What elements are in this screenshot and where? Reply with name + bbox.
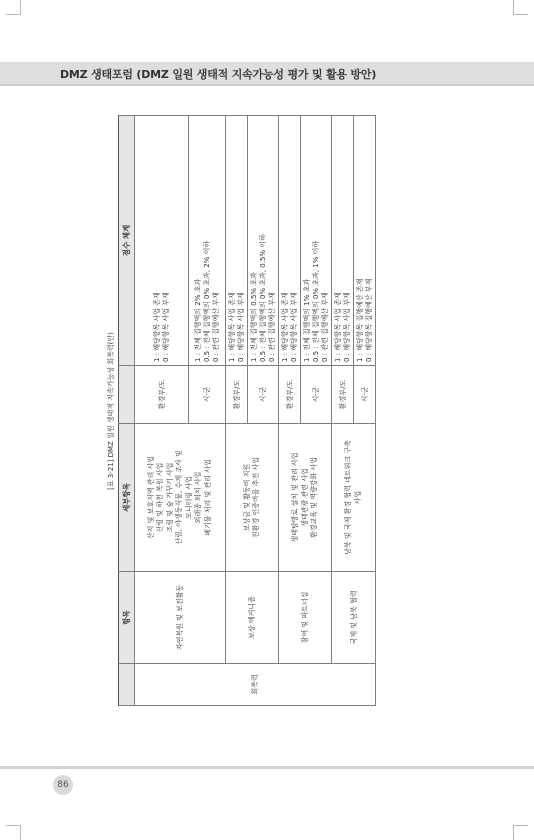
item-cell: 참여 및 파트너십: [279, 572, 332, 664]
score-line: 0 : 해당항목 사업 부재: [236, 292, 245, 362]
score-line: 0.5 : 전체 집행액의 0% 초과, 0.5% 이하: [258, 234, 267, 362]
table-row: [332, 116, 354, 706]
page-number: 86: [53, 775, 73, 795]
crop-mark-bottom-left: [6, 825, 21, 840]
header-agency: [119, 366, 135, 424]
crop-mark-top-left: [6, 0, 21, 15]
detail-line: 산림, 야생동식물, 수계 조사 및: [175, 450, 184, 545]
item-cell: 자연복원 및 보전활동: [135, 572, 226, 664]
score-line: 0.5 : 전체 집행액의 0% 초과, 2% 이하: [202, 240, 211, 362]
score-line: 0 : 해당항목 사업 부재: [342, 292, 351, 362]
detail-line: 조림 및 숲 가꾸기 사업: [165, 462, 174, 533]
detail-line: 보상금 및 활동비 지원: [242, 463, 251, 532]
score-line: 1 : 해당항목 사업 존재: [152, 292, 161, 362]
detail-line: 모니터링 사업: [184, 476, 193, 519]
detail-line: 생태관광 관련 사업: [300, 468, 309, 527]
score-cell: [189, 116, 226, 366]
score-cell: [248, 116, 279, 366]
item-cell: 국제 및 남북 협력: [332, 572, 376, 664]
item-cell: 보상 메커니즘: [226, 572, 279, 664]
detail-cell: [279, 424, 332, 572]
table-header-row: [119, 116, 135, 706]
detail-cell: [332, 424, 376, 572]
score-line: 0 : 해당항목 사업 부재: [289, 292, 298, 362]
running-header-title: DMZ 생태포럼 (DMZ 일원 생태적 지속가능성 평가 및 활용 방안): [60, 68, 377, 81]
agency-cell: 시·군: [354, 366, 376, 424]
detail-line: 폐기물 처리 및 관리 사업: [203, 459, 212, 536]
detail-line: 친환경 인증마을 추진 사업: [252, 456, 261, 539]
table-row: [135, 116, 189, 706]
header-detail: 세부항목: [119, 424, 135, 572]
score-line: 1 : 전체 집행액의 1% 초과: [302, 278, 311, 362]
score-line: 0.5 : 전체 집행액의 0% 초과, 1% 이하: [311, 240, 320, 362]
agency-cell: 시·군: [248, 366, 279, 424]
footer-rule: [0, 766, 534, 769]
rotated-table-block: [104, 116, 376, 706]
crop-mark-bottom-right: [513, 825, 528, 840]
table-row: [279, 116, 301, 706]
table-caption: [표 3-21] DMZ 일원 생태적 지속가능성 회복력(안): [107, 332, 115, 490]
score-cell: [332, 116, 354, 366]
score-cell: [226, 116, 248, 366]
score-cell: [279, 116, 301, 366]
score-line: 0 : 해당항목 집행예산 부재: [364, 278, 373, 362]
score-line: 1 : 전체 집행액의 2% 초과: [193, 278, 202, 362]
agency-cell: 시·군: [301, 366, 332, 424]
agency-cell: 시·군: [189, 366, 226, 424]
score-cell: [135, 116, 189, 366]
score-line: 0 : 관련 집행예산 부재: [267, 292, 276, 362]
detail-line: 사업: [353, 490, 362, 505]
score-line: 1 : 전체 집행액의 0.5% 초과: [249, 272, 258, 362]
score-line: 0 : 관련 집행예산 부재: [211, 292, 220, 362]
score-cell: [301, 116, 332, 366]
agency-cell: 환경부/도: [135, 366, 189, 424]
detail-line: 환경교육 및 역량강화 사업: [310, 456, 319, 539]
detail-cell: [135, 424, 226, 572]
header-item: 항목: [119, 572, 135, 664]
detail-line: 산림 및 하천 복원 사업: [156, 462, 165, 533]
category-cell: 회복력: [135, 664, 376, 706]
score-line: 1 : 해당항목 집행예산 존재: [355, 278, 364, 362]
header-rule: [0, 84, 534, 86]
agency-cell: 환경부/도: [279, 366, 301, 424]
detail-line: 남북 및 국제 환경 협력 네트워크 구축: [344, 440, 353, 555]
agency-cell: 환경부/도: [226, 366, 248, 424]
crop-mark-top-right: [513, 0, 528, 15]
score-line: 1 : 해당항목 사업 존재: [333, 292, 342, 362]
score-line: 1 : 해당항목 사업 존재: [227, 292, 236, 362]
table-row: [226, 116, 248, 706]
detail-line: 생태탐방로 설치 및 관리 사업: [291, 452, 300, 543]
detail-line: 외래종 퇴치 사업: [194, 471, 203, 524]
detail-cell: [226, 424, 279, 572]
score-line: 0 : 관련 집행예산 부재: [320, 292, 329, 362]
detail-line: 산지 및 보호지역 관리 사업: [146, 455, 155, 540]
score-line: 0 : 해당항목 사업 부재: [161, 292, 170, 362]
agency-cell: 환경부/도: [332, 366, 354, 424]
score-cell: [354, 116, 376, 366]
header-blank: [119, 664, 135, 706]
resilience-table: [118, 115, 376, 706]
header-score: 점수 체계: [119, 116, 135, 366]
score-line: 1 : 해당항목 사업 존재: [280, 292, 289, 362]
